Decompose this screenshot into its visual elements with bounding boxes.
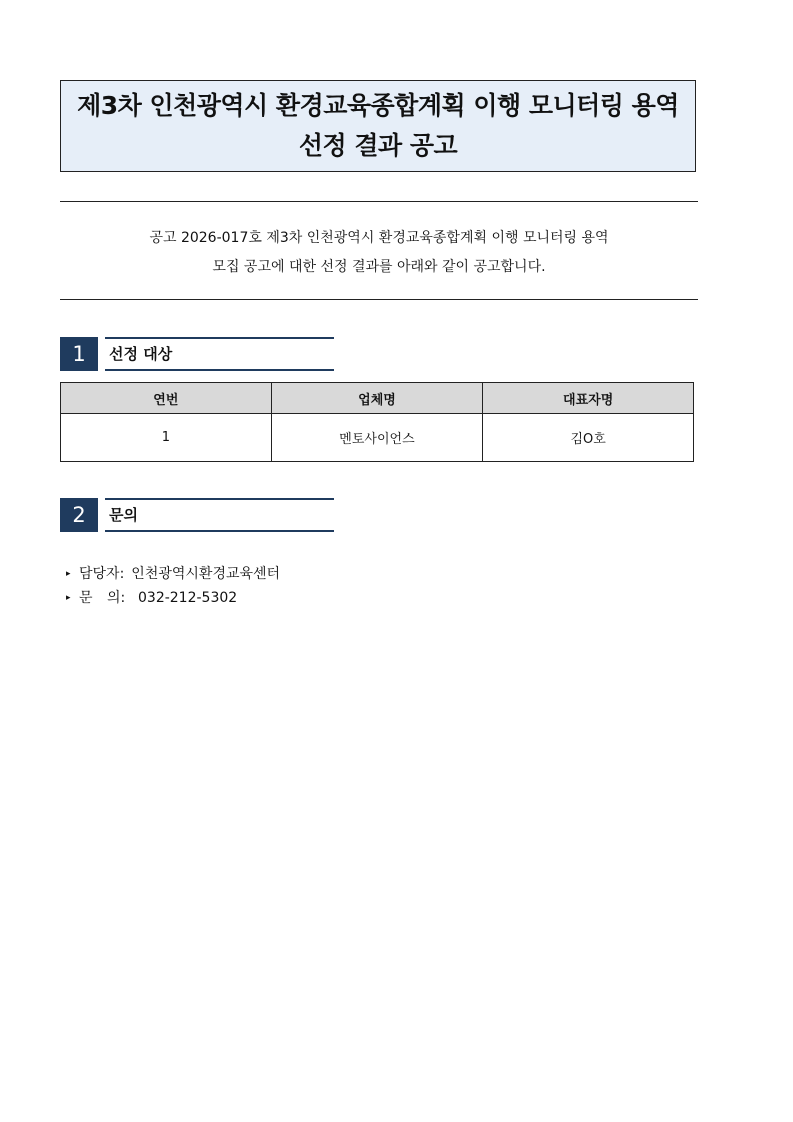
intro-line1: 공고 2026-017호 제3차 인천광역시 환경교육종합계획 이행 모니터링 용역 [149, 230, 609, 246]
cell-representative: 김O호 [483, 414, 694, 462]
contact-info [66, 562, 280, 610]
column-header-company: 업체명 [271, 383, 483, 414]
section-label: 선정 대상 [105, 337, 334, 371]
triangle-bullet-icon: ▸ [66, 593, 71, 603]
intro-text [60, 224, 698, 282]
table-row [61, 414, 694, 462]
selection-table [60, 382, 694, 462]
contact-manager-row [66, 562, 280, 586]
cell-no: 1 [61, 414, 272, 462]
triangle-bullet-icon: ▸ [66, 569, 71, 579]
inquiry-phone: 032-212-5302 [138, 590, 238, 606]
inquiry-label: 문 의: [79, 590, 126, 606]
column-header-representative: 대표자명 [483, 383, 694, 414]
contact-inquiry-row [66, 586, 280, 610]
document-title-line1: 제3차 인천광역시 환경교육종합계획 이행 모니터링 용역 [77, 91, 679, 120]
table-header-row [61, 383, 694, 414]
manager-label: 담당자: [79, 566, 125, 582]
document-title-line2: 선정 결과 공고 [298, 131, 458, 160]
section-label: 문의 [105, 498, 334, 532]
column-header-no: 연번 [61, 383, 272, 414]
intro-bottom-rule [60, 299, 698, 300]
cell-company: 멘토사이언스 [271, 414, 483, 462]
manager-value: 인천광역시환경교육센터 [131, 566, 281, 582]
section-number: 1 [60, 337, 98, 371]
intro-top-rule [60, 201, 698, 202]
document-title-box [60, 80, 696, 172]
intro-line2: 모집 공고에 대한 선정 결과를 아래와 같이 공고합니다. [212, 259, 546, 275]
section-number: 2 [60, 498, 98, 532]
